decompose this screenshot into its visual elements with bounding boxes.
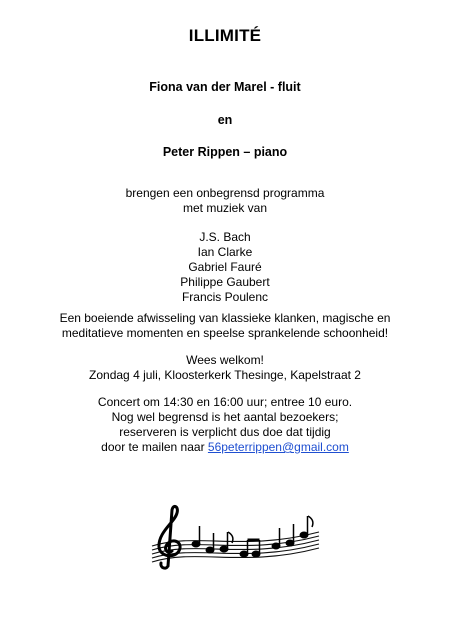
venue-line: Zondag 4 juli, Kloosterkerk Thesinge, Kapelstraat 2 bbox=[89, 368, 361, 382]
concert-line: Concert om 14:30 en 16:00 uur; entree 10 euro. bbox=[97, 395, 353, 409]
performer-piano: Peter Rippen – piano bbox=[162, 145, 288, 159]
composer-item: Ian Clarke bbox=[197, 245, 253, 259]
description-line: meditatieve momenten en speelse sprankelende schoonheid! bbox=[61, 326, 389, 340]
composer-item: Gabriel Fauré bbox=[188, 260, 262, 274]
concert-info-block bbox=[0, 395, 450, 455]
concert-line: reserveren is verplicht dus doe dat tijdig bbox=[119, 425, 331, 439]
mail-line bbox=[0, 440, 450, 455]
welcome-line: Wees welkom! bbox=[186, 353, 264, 367]
performer-flute: Fiona van der Marel - fluit bbox=[149, 80, 301, 94]
welcome-block bbox=[0, 353, 450, 383]
composer-list bbox=[0, 230, 450, 305]
composer-item: Francis Poulenc bbox=[181, 290, 269, 304]
intro-line: met muziek van bbox=[182, 201, 268, 215]
email-link[interactable]: 56peterrippen@gmail.com bbox=[207, 440, 349, 454]
mail-prefix: door te mailen naar bbox=[101, 440, 208, 454]
composer-item: Philippe Gaubert bbox=[180, 275, 270, 289]
connector-text: en bbox=[217, 113, 233, 127]
music-staff-clef-notes-icon bbox=[148, 502, 323, 572]
flyer-title: ILLIMITÉ bbox=[188, 26, 262, 45]
intro-line: brengen een onbegrensd programma bbox=[125, 186, 325, 200]
composer-item: J.S. Bach bbox=[199, 230, 251, 244]
intro-block bbox=[0, 186, 450, 216]
concert-line: Nog wel begrensd is het aantal bezoekers; bbox=[111, 410, 339, 424]
description-line: Een boeiende afwisseling van klassieke klanken, magische en bbox=[59, 311, 391, 325]
description-block bbox=[0, 311, 450, 341]
